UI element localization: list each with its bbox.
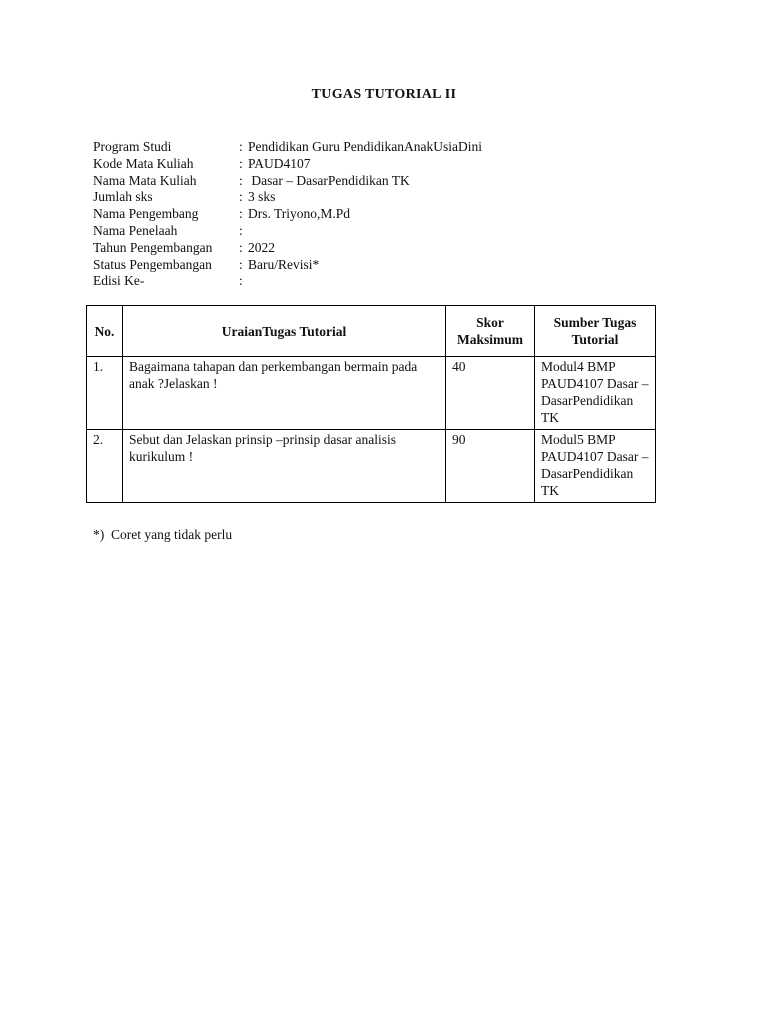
info-row-tahun-pengembangan — [93, 240, 482, 257]
info-row-kode-mata-kuliah — [93, 156, 482, 173]
cell-uraian: Bagaimana tahapan dan perkembangan bermain pada anak ?Jelaskan ! — [123, 357, 446, 430]
task-table — [86, 305, 656, 503]
cell-sumber: Modul5 BMP PAUD4107 Dasar – DasarPendidikan TK — [535, 430, 656, 503]
info-colon: : — [239, 239, 243, 255]
info-colon: : — [239, 155, 243, 171]
info-row-nama-pengembang — [93, 206, 482, 223]
info-label: Edisi Ke- — [93, 273, 145, 289]
cell-sumber: Modul4 BMP PAUD4107 Dasar – DasarPendidikan TK — [535, 357, 656, 430]
info-label: Tahun Pengembangan — [93, 239, 213, 255]
info-label: Nama Pengembang — [93, 206, 199, 222]
info-colon: : — [239, 189, 243, 205]
info-colon: : — [239, 256, 243, 272]
cell-no: 2. — [87, 430, 123, 503]
course-info — [93, 139, 482, 290]
cell-no: 1. — [87, 357, 123, 430]
info-value: Dasar – DasarPendidikan TK — [248, 172, 410, 188]
info-value: PAUD4107 — [248, 155, 311, 171]
cell-uraian: Sebut dan Jelaskan prinsip –prinsip dasar analisis kurikulum ! — [123, 430, 446, 503]
info-value: Drs. Triyono,M.Pd — [248, 206, 351, 222]
info-label: Program Studi — [93, 139, 172, 154]
header-skor: Skor Maksimum — [446, 306, 535, 357]
info-row-jumlah-sks — [93, 189, 482, 206]
info-colon: : — [239, 172, 243, 188]
table-header-row — [87, 306, 656, 357]
info-label: Nama Mata Kuliah — [93, 172, 197, 188]
info-row-edisi-ke — [93, 273, 482, 290]
info-row-nama-mata-kuliah — [93, 173, 482, 190]
info-value: 2022 — [248, 239, 275, 255]
cell-skor: 40 — [446, 357, 535, 430]
info-row-program-studi — [93, 139, 482, 156]
cell-skor: 90 — [446, 430, 535, 503]
info-colon: : — [239, 139, 243, 154]
info-colon: : — [239, 222, 243, 238]
info-label: Status Pengembangan — [93, 256, 212, 272]
table-row — [87, 357, 656, 430]
info-colon: : — [239, 206, 243, 222]
document-title: TUGAS TUTORIAL II — [311, 87, 457, 102]
info-value: 3 sks — [248, 189, 276, 205]
header-no: No. — [87, 306, 123, 357]
header-uraian: UraianTugas Tutorial — [123, 306, 446, 357]
info-row-status-pengembangan — [93, 257, 482, 274]
info-row-nama-penelaah — [93, 223, 482, 240]
info-value: Baru/Revisi* — [248, 256, 320, 272]
info-label: Kode Mata Kuliah — [93, 155, 194, 171]
info-label: Jumlah sks — [93, 189, 153, 205]
table-row — [87, 430, 656, 503]
info-value: Pendidikan Guru PendidikanAnakUsiaDini — [248, 139, 482, 154]
info-label: Nama Penelaah — [93, 222, 178, 238]
footnote: *) Coret yang tidak perlu — [93, 527, 233, 542]
header-sumber: Sumber Tugas Tutorial — [535, 306, 656, 357]
info-colon: : — [239, 273, 243, 289]
